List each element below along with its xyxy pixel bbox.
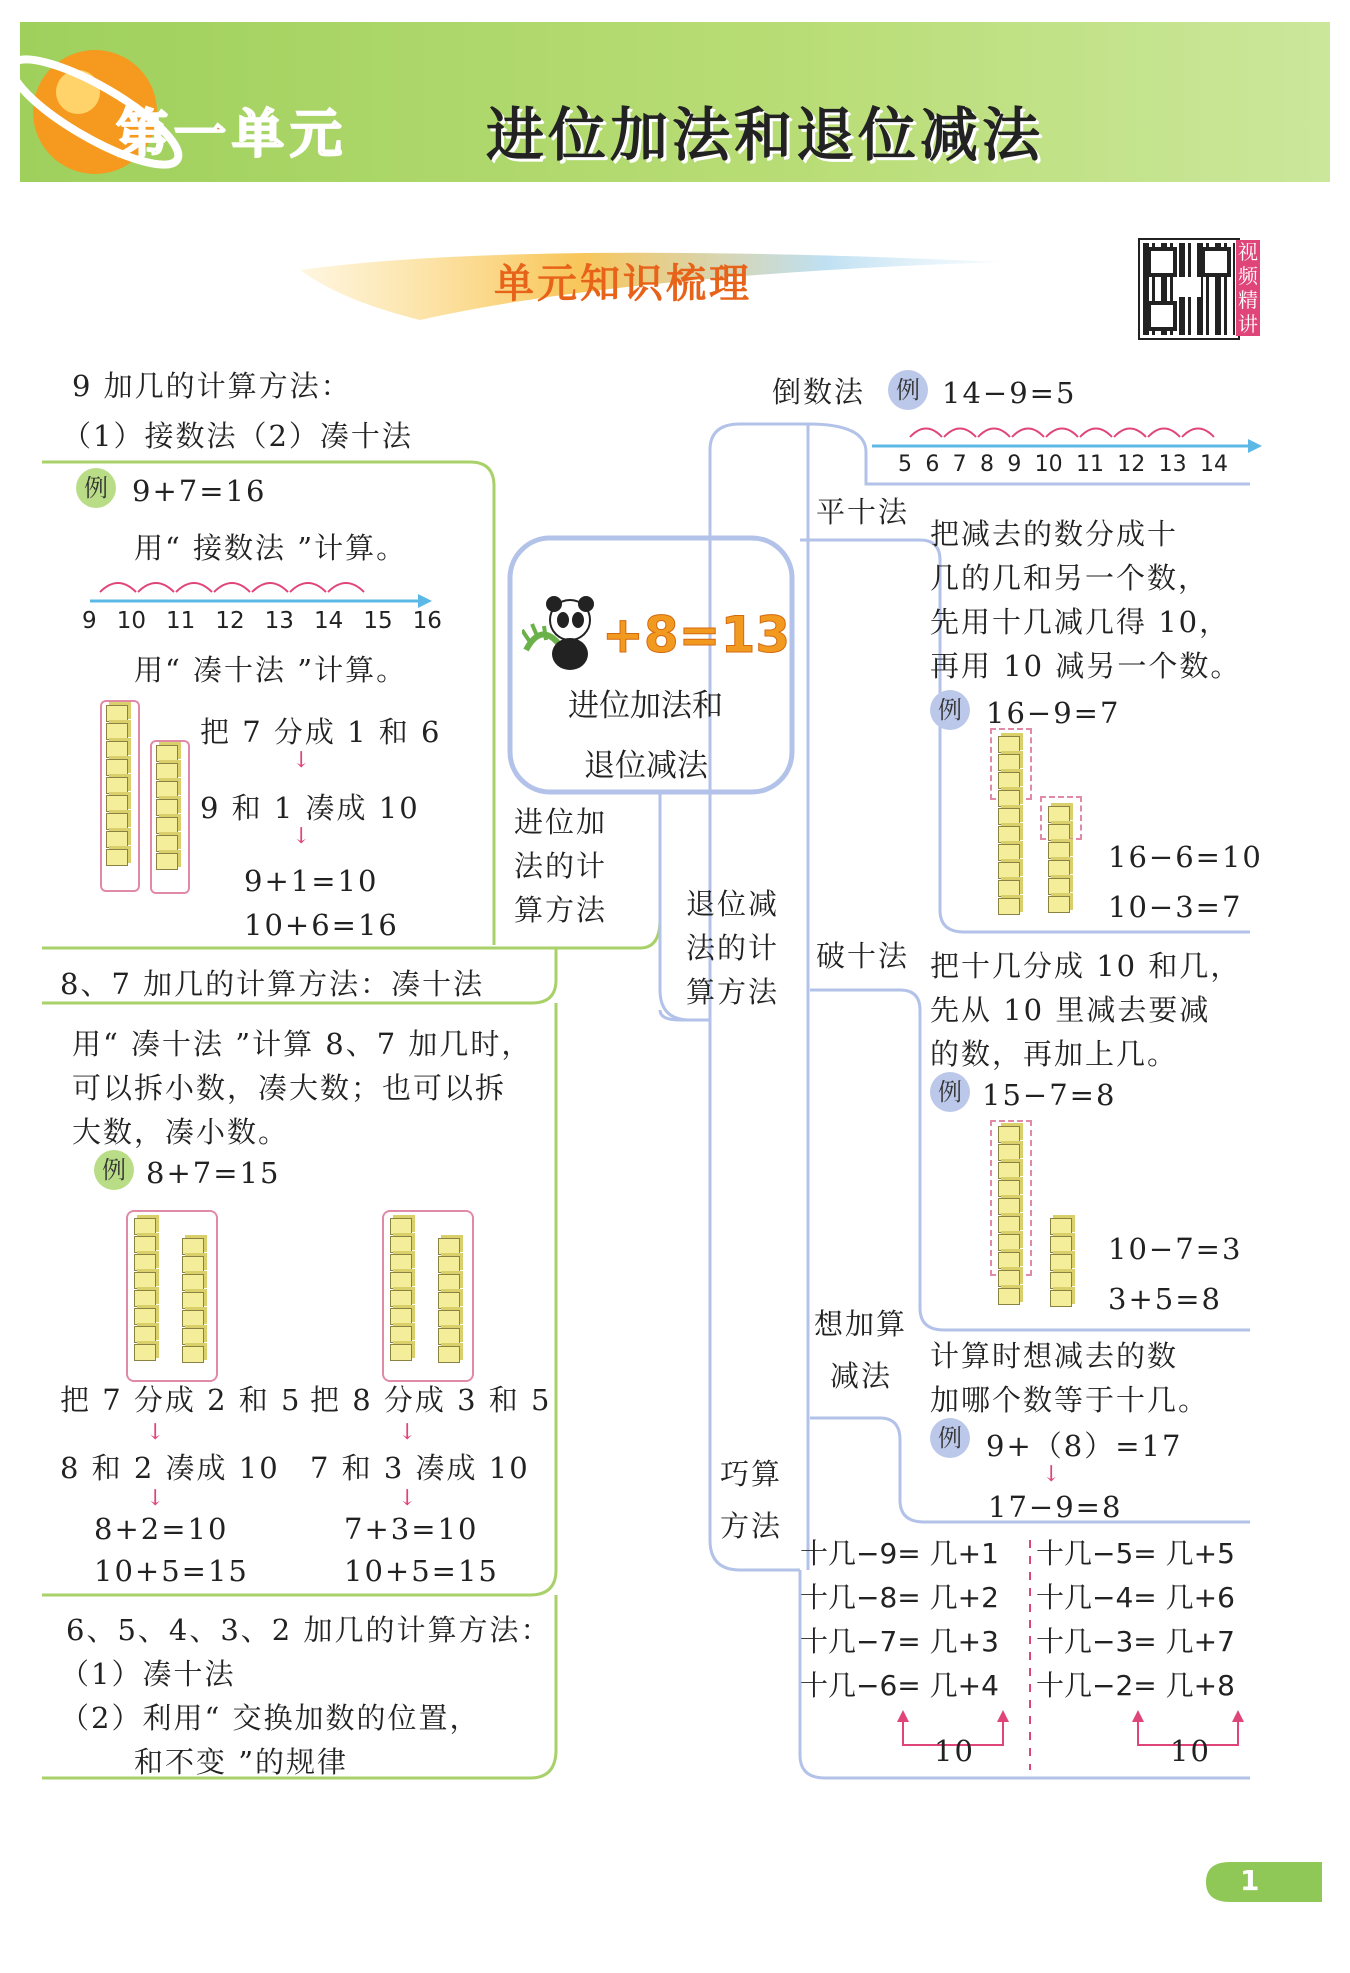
- unit-cube: [182, 1238, 204, 1255]
- right-eq-2: 10+5=15: [344, 1554, 499, 1588]
- clever-label-1: 巧算: [720, 1457, 783, 1491]
- down-arrow-icon: ↓: [146, 1486, 165, 1511]
- unit-cube: [390, 1308, 412, 1325]
- unit-cube: [998, 826, 1020, 843]
- example-badge: 例: [930, 690, 970, 730]
- unit-cube: [106, 777, 128, 794]
- unit-cube: [1048, 878, 1070, 895]
- unit-cube: [1050, 1218, 1072, 1235]
- cube-stack: [438, 1238, 460, 1364]
- unit-cube: [390, 1272, 412, 1289]
- unit-cube: [156, 835, 178, 852]
- nine-plus-title: 9 加几的计算方法：: [72, 369, 352, 403]
- small-plus-method-1: （1）凑十法: [60, 1657, 236, 1691]
- unit-cube: [134, 1344, 156, 1361]
- right-split-step: 把 8 分成 3 和 5: [310, 1383, 552, 1417]
- unit-cube: [182, 1328, 204, 1345]
- unit-cube: [106, 723, 128, 740]
- unit-cube: [1048, 824, 1070, 841]
- unit-cube: [156, 853, 178, 870]
- unit-cube: [438, 1328, 460, 1345]
- break-ten-label: 破十法: [816, 939, 910, 973]
- flat-ten-desc-1: 把减去的数分成十: [930, 517, 1179, 551]
- left-split-step: 把 7 分成 2 和 5: [60, 1383, 302, 1417]
- unit-cube: [438, 1292, 460, 1309]
- ten-label-right: 10: [1170, 1734, 1211, 1768]
- unit-cube: [390, 1326, 412, 1343]
- unit-cube: [134, 1326, 156, 1343]
- unit-cube: [998, 880, 1020, 897]
- example-badge: 例: [888, 370, 928, 410]
- unit-cube: [106, 849, 128, 866]
- example-badge: 例: [94, 1150, 134, 1190]
- unit-cube: [390, 1290, 412, 1307]
- clever-label-2: 方法: [720, 1509, 783, 1543]
- example-equation: 8+7=15: [146, 1156, 281, 1190]
- clever-right-column: 十几−5= 几+5 十几−4= 几+6 十几−3= 几+7 十几−2= 几+8: [1036, 1537, 1235, 1702]
- unit-cube: [998, 898, 1020, 915]
- unit-cube: [390, 1218, 412, 1235]
- branch-label-add: 进位加 法的计 算方法: [514, 805, 608, 927]
- unit-cube: [390, 1254, 412, 1271]
- chapter-title: 进位加法和退位减法: [486, 101, 1045, 169]
- left-make-ten: 8 和 2 凑成 10: [60, 1451, 280, 1485]
- make-ten-step: 9 和 1 凑成 10: [200, 791, 420, 825]
- example-badge: 例: [930, 1418, 970, 1458]
- example-badge: 例: [76, 468, 116, 508]
- cube-stack: [134, 1218, 156, 1362]
- unit-cube: [998, 754, 1020, 771]
- cube-stack: [156, 745, 178, 871]
- think-add-label-2: 减法: [830, 1359, 893, 1393]
- right-eq-1: 7+3=10: [344, 1512, 479, 1546]
- unit-cube: [156, 817, 178, 834]
- equation-1: 16−6=10: [1108, 840, 1263, 874]
- unit-cube: [1050, 1236, 1072, 1253]
- example-equation: 9+（8）=17: [986, 1429, 1183, 1463]
- eight-seven-title: 8、7 加几的计算方法：凑十法: [60, 967, 485, 1001]
- unit-cube: [438, 1274, 460, 1291]
- unit-cube: [390, 1236, 412, 1253]
- cube-stack: [998, 1126, 1020, 1306]
- unit-cube: [1050, 1290, 1072, 1307]
- section-title: 单元知识梳理: [494, 261, 752, 307]
- unit-cube: [998, 1162, 1020, 1179]
- unit-cube: [1050, 1272, 1072, 1289]
- unit-cube: [998, 790, 1020, 807]
- number-line-ticks: 9 10 11 12 13 14 15 16: [82, 608, 442, 634]
- unit-cube: [390, 1344, 412, 1361]
- unit-cube: [156, 763, 178, 780]
- unit-cube: [134, 1218, 156, 1235]
- center-title-1: 进位加法和: [568, 688, 723, 724]
- unit-cube: [182, 1346, 204, 1363]
- nine-plus-methods: （1）接数法（2）凑十法: [62, 419, 413, 453]
- unit-cube: [134, 1254, 156, 1271]
- down-arrow-icon: ↓: [146, 1420, 165, 1445]
- example-equation: 16−9=7: [986, 696, 1121, 730]
- small-plus-title: 6、5、4、3、2 加几的计算方法：: [66, 1613, 552, 1647]
- unit-cube: [998, 1180, 1020, 1197]
- unit-cube: [438, 1256, 460, 1273]
- unit-cube: [438, 1238, 460, 1255]
- step-jump-method: 用“ 接数法 ”计算。: [134, 531, 408, 565]
- think-add-desc-1: 计算时想减去的数: [930, 1339, 1179, 1373]
- unit-cube: [1048, 842, 1070, 859]
- small-plus-method-2: （2）利用“ 交换加数的位置，: [60, 1701, 481, 1735]
- unit-cube: [998, 808, 1020, 825]
- unit-cube: [998, 1288, 1020, 1305]
- qr-code[interactable]: [1140, 240, 1238, 338]
- example-equation: 9+7=16: [132, 474, 267, 508]
- flat-ten-label: 平十法: [816, 495, 910, 529]
- small-plus-method-3: 和不变 ”的规律: [134, 1745, 349, 1779]
- unit-cube: [134, 1236, 156, 1253]
- desc-line-1: 用“ 凑十法 ”计算 8、7 加几时，: [72, 1027, 533, 1061]
- unit-label: 第一单元: [116, 105, 349, 165]
- unit-cube: [998, 862, 1020, 879]
- unit-cube: [134, 1272, 156, 1289]
- equation-2: 3+5=8: [1108, 1282, 1222, 1316]
- example-equation: 15−7=8: [982, 1078, 1117, 1112]
- qr-label: 视频精讲: [1238, 240, 1258, 336]
- step-make-ten: 用“ 凑十法 ”计算。: [134, 653, 408, 687]
- unit-cube: [1048, 806, 1070, 823]
- down-arrow-icon: ↓: [1042, 1462, 1061, 1487]
- unit-cube: [998, 1234, 1020, 1251]
- unit-cube: [1050, 1254, 1072, 1271]
- clever-left-column: 十几−9= 几+1 十几−8= 几+2 十几−7= 几+3 十几−6= 几+4: [800, 1537, 999, 1702]
- unit-cube: [156, 745, 178, 762]
- desc-line-2: 可以拆小数，凑大数；也可以拆: [72, 1071, 507, 1105]
- flat-ten-desc-3: 先用十几减几得 10，: [930, 605, 1231, 639]
- cube-stack: [998, 736, 1020, 916]
- cube-stack: [1050, 1218, 1072, 1308]
- break-ten-desc-3: 的数，再加上几。: [930, 1037, 1179, 1071]
- unit-cube: [998, 772, 1020, 789]
- think-add-desc-2: 加哪个数等于十几。: [930, 1383, 1210, 1417]
- page-number: 1: [1240, 1864, 1260, 1897]
- cube-stack: [1048, 806, 1070, 914]
- panda-icon: [522, 590, 606, 678]
- unit-cube: [182, 1256, 204, 1273]
- unit-cube: [156, 799, 178, 816]
- split-step: 把 7 分成 1 和 6: [200, 715, 442, 749]
- cube-stack: [390, 1218, 412, 1362]
- example-badge: 例: [930, 1072, 970, 1112]
- equation-1: 10−7=3: [1108, 1232, 1243, 1266]
- center-title-2: 退位减法: [584, 748, 708, 784]
- branch-label-sub: 退位减 法的计 算方法: [686, 887, 780, 1009]
- unit-cube: [134, 1290, 156, 1307]
- unit-cube: [182, 1310, 204, 1327]
- unit-cube: [156, 781, 178, 798]
- count-back-label: 倒数法: [772, 375, 866, 409]
- unit-cube: [106, 795, 128, 812]
- unit-cube: [998, 1252, 1020, 1269]
- unit-cube: [998, 1216, 1020, 1233]
- flat-ten-desc-4: 再用 10 减另一个数。: [930, 649, 1242, 683]
- unit-cube: [182, 1292, 204, 1309]
- unit-cube: [106, 813, 128, 830]
- cube-stack: [106, 705, 128, 867]
- number-line-ticks: 5 6 7 8 9 10 11 12 13 14: [898, 452, 1228, 477]
- ten-label-left: 10: [934, 1734, 975, 1768]
- example-equation: 14−9=5: [942, 376, 1077, 410]
- unit-cube: [998, 1198, 1020, 1215]
- unit-cube: [182, 1274, 204, 1291]
- break-ten-desc-2: 先从 10 里减去要减: [930, 993, 1211, 1027]
- cube-stack: [182, 1238, 204, 1364]
- unit-cube: [106, 759, 128, 776]
- down-arrow-icon: ↓: [398, 1420, 417, 1445]
- equation-2: 10+6=16: [244, 908, 399, 942]
- down-arrow-icon: ↓: [292, 824, 311, 849]
- unit-cube: [998, 1144, 1020, 1161]
- unit-cube: [1048, 860, 1070, 877]
- unit-cube: [438, 1346, 460, 1363]
- break-ten-desc-1: 把十几分成 10 和几，: [930, 949, 1242, 983]
- center-equation: +8=13: [602, 606, 791, 664]
- unit-cube: [134, 1308, 156, 1325]
- unit-cube: [998, 736, 1020, 753]
- left-eq-1: 8+2=10: [94, 1512, 229, 1546]
- unit-cube: [106, 831, 128, 848]
- unit-cube: [998, 844, 1020, 861]
- right-make-ten: 7 和 3 凑成 10: [310, 1451, 530, 1485]
- think-add-label-1: 想加算: [814, 1307, 908, 1341]
- equation-1: 9+1=10: [244, 864, 379, 898]
- unit-cube: [1048, 896, 1070, 913]
- unit-cube: [438, 1310, 460, 1327]
- unit-cube: [998, 1270, 1020, 1287]
- equation-2: 10−3=7: [1108, 890, 1243, 924]
- down-arrow-icon: ↓: [292, 748, 311, 773]
- down-arrow-icon: ↓: [398, 1486, 417, 1511]
- unit-cube: [106, 705, 128, 722]
- flat-ten-desc-2: 几的几和另一个数，: [930, 561, 1210, 595]
- left-eq-2: 10+5=15: [94, 1554, 249, 1588]
- desc-line-3: 大数，凑小数。: [72, 1115, 290, 1149]
- unit-cube: [106, 741, 128, 758]
- unit-cube: [998, 1126, 1020, 1143]
- equation-1: 17−9=8: [988, 1490, 1123, 1524]
